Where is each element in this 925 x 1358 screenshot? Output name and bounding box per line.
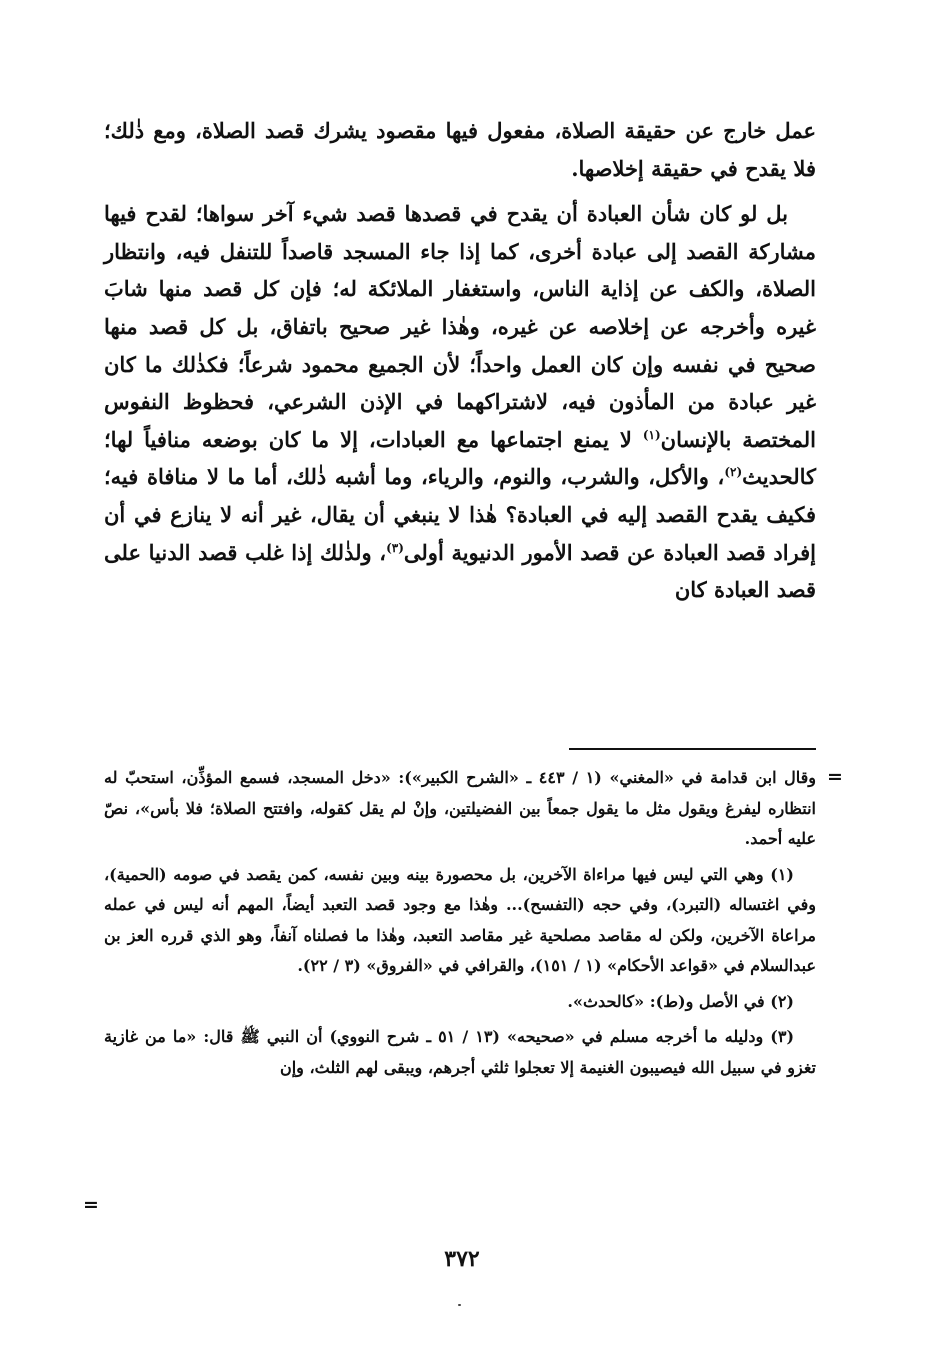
footnote-2: (٢) في الأصل و(ط): «كالحدث». (567, 991, 794, 1011)
paragraph-2 (104, 195, 816, 609)
continuation-mark-in: = (827, 766, 843, 788)
footnote-continuation: وقال ابن قدامة في «المغني» (١ / ٤٤٣ ـ «الشرح الكبير»): «دخل المسجد، فسمع المؤذِّن، استحبّ له انتظاره ليفرغ ويقول مثل ما يقول جمعاً بين الفضيلتين، وإنْ لم يقل كقوله، وافتتح الصلاة؛ فلا بأس»، نصّ عليه أحمد. (104, 768, 817, 848)
paragraph-2-part-b: لا يمنع اجتماعها مع العبادات، إلا ما كان بوضعه منافياً لها؛ كالحديث (104, 426, 816, 490)
page-number: ٣٧٢ (444, 1246, 480, 1272)
paragraph-2-part-a: بل لو كان شأن العبادة أن يقدح في قصدها قصد شيء آخر سواها؛ لقدح فيها مشاركة القصد إلى عبادة أخرى، كما إذا جاء المسجد قاصداً للتنفل فيه، وانتظار الصلاة، والكف عن إذاية الناس، واستغفار الملائكة له؛ فإن كل قصد منها شابَ غيره وأخرجه عن إخلاصه عن غيره، وهٰذا غير صحيح باتفاق، بل كل قصد منها صحيح في نفسه وإن كان العمل واحداً؛ لأن الجميع محمود شرعاً؛ فكذٰلك ما كان غير عبادة من المأذون فيه، لاشتراكهما في الإذن الشرعي، فحظوظ النفوس المختصة بالإنسان (104, 201, 816, 452)
main-text (104, 112, 816, 609)
print-speck (458, 1304, 461, 1306)
footnote-divider (569, 748, 816, 750)
footnote-ref-1[interactable]: (١) (642, 427, 661, 442)
footnote-ref-3[interactable]: (٣) (386, 540, 404, 555)
footnote-ref-2[interactable]: (٢) (724, 465, 743, 480)
paragraph-2-part-c: ، والأكل، والشرب، والنوم، والرياء، وما أشبه ذٰلك، أما ما لا منافاة فيه؛ فكيف يقدح القصد إليه في العبادة؟ هٰذا لا ينبغي أن يقال، غير أنه لا ينازع في أن إفراد قصد العبادة عن قصد الأمور الدنيوية أولى (104, 464, 816, 565)
footnote-1: (١) وهي التي ليس فيها مراءاة الآخرين، بل محصورة بينه وبين نفسه، كمن يقصد في صومه (الحمية)، وفي اغتساله (التبرد)، وفي حجه (التفسح)... وهٰذا مع وجود قصد التعبد أيضاً، المهم أنه ليس في عمله مراعاة الآخرين، ولكن له مقاصد مصلحية غير مقاصد التعبد، وهٰذا ما فصلناه آنفاً، وهو الذي قرره العز بن عبدالسلام في «قواعد الأحكام» (١ / ١٥١)، والقرافي في «الفروق» (٣ / ٢٢). (104, 864, 817, 975)
continuation-mark-out: = (83, 1194, 99, 1216)
paragraph-2-part-d: ، ولذٰلك إذا غلب قصد الدنيا على قصد العبادة كان (104, 539, 816, 603)
footnote-3: (٣) ودليله ما أخرجه مسلم في «صحيحه» (١٣ / ٥١ ـ شرح النووي) أن النبي ﷺ قال: «ما من غازية تغزو في سبيل الله فيصيبون الغنيمة إلا تعجلوا ثلثي أجرهم، ويبقى لهم الثلث، وإن (104, 1027, 816, 1077)
footnotes (104, 763, 816, 1083)
paragraph-1: عمل خارج عن حقيقة الصلاة، مفعول فيها مقصود يشرك قصد الصلاة، ومع ذٰلك؛ فلا يقدح في حقيقة إخلاصها. (104, 118, 816, 181)
